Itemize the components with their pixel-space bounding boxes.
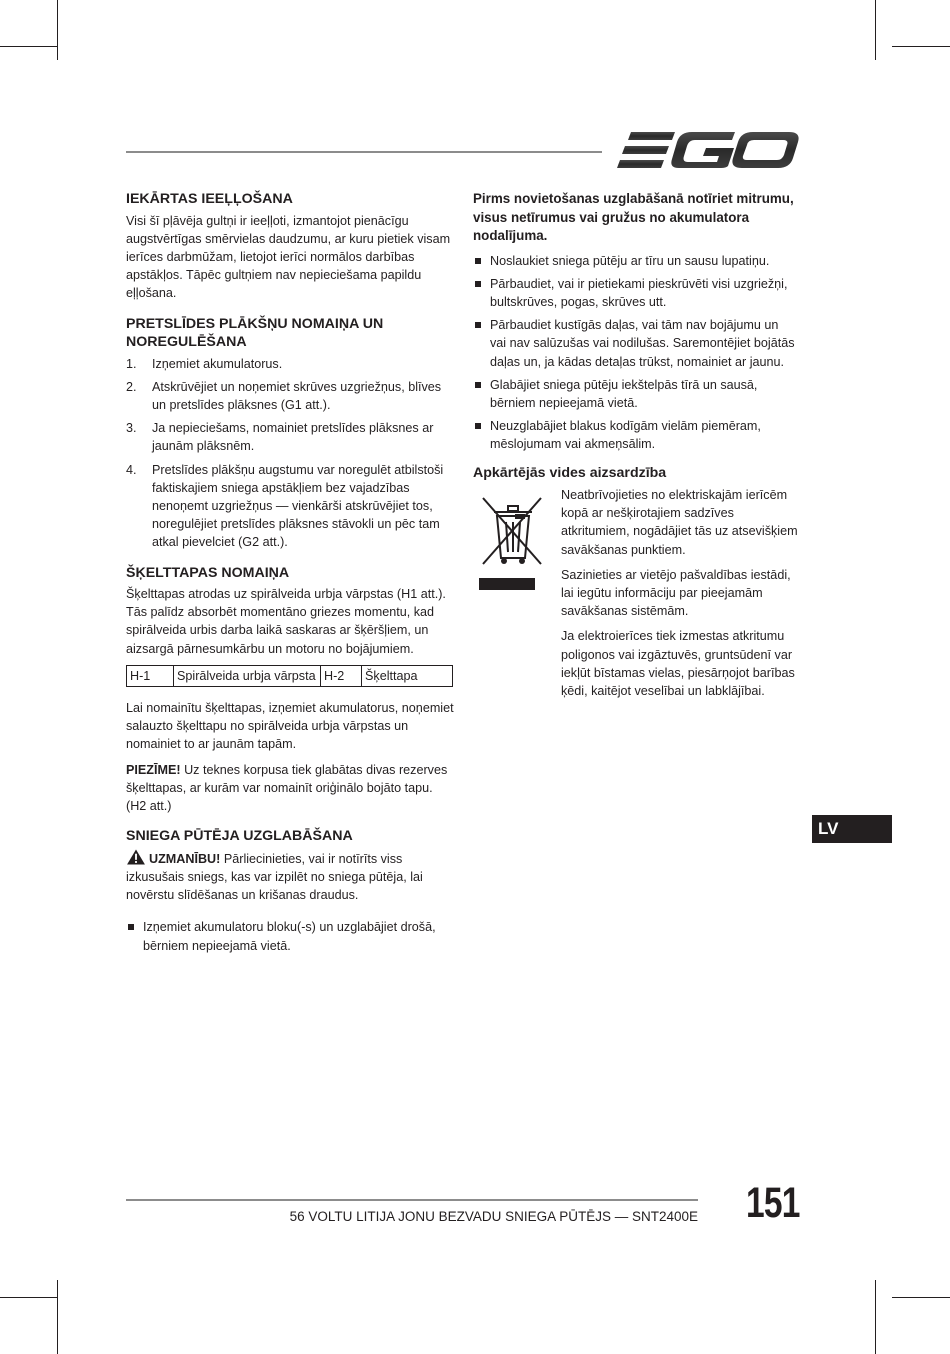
- paragraph: Visi šī pļāvēja gultņi ir ieeļļoti, izmantojot pienācīgu augstvērtīgas smērvielas daudzumu, ar kuru pietiek visam ierīces darbmūžam, lietojot ierīci normālos darbības apstākļos. Tāpēc gultņiem nav nepieciešama papildu eļļošana.: [126, 213, 451, 301]
- square-bullet-icon: [475, 382, 481, 388]
- item-number: 1.: [126, 356, 137, 371]
- section-heading: ŠĶELTTAPAS NOMAIŅA: [126, 564, 290, 581]
- paragraph: Ja elektroierīces tiek izmestas atkritumu poligonos vai izgāztuvēs, gruntsūdenī var iekļūt bīstamas vielas, piesārņojot barības ķēdi, kaitējot veselībai un labklājībai.: [561, 629, 795, 699]
- section-heading: PRETSLĪDES PLĀKŠŅU NOMAIŅA UN NOREGULĒŠANA: [126, 315, 384, 351]
- crop-mark: [875, 0, 876, 60]
- paragraph: Lai nomainītu šķelttapas, izņemiet akumulatorus, noņemiet salauzto šķelttapu no spirālveida urbja vārpstas un nomainiet to ar jaunām tapām.: [126, 701, 454, 752]
- paragraph: Šķelttapas atrodas uz spirālveida urbja vārpstas (H1 att.). Tās palīdz absorbēt momentāno griezes momentu, kad spirālveida urbis darba laikā saskaras ar šķēršļiem, un aizsargā pārnesumkārbu un motoru no bojājumiem.: [126, 587, 446, 656]
- bullet-list: [126, 918, 456, 954]
- crossed-bin-icon: [479, 492, 549, 592]
- item-text: Glabājiet sniega pūtēju iekštelpās tīrā un sausā, bērniem nepieejamā vietā.: [490, 377, 758, 410]
- footer-rule: [126, 1199, 698, 1201]
- list-item: [473, 275, 798, 311]
- item-number: 4.: [126, 462, 137, 477]
- item-text: Izņemiet akumulatorus.: [152, 356, 283, 371]
- note-text: Uz teknes korpusa tiek glabātas divas rezerves šķelttapas, ar kurām var nomainīt oriģinālo bojāto tapu. (H2 att.): [126, 762, 448, 814]
- note-label: PIEZĪME!: [126, 762, 181, 777]
- table-cell: Šķelttapa: [362, 665, 453, 686]
- warning-text: Pārliecinieties, vai ir notīrīts viss izkusušais sniegs, kas var izpilēt no sniega pūtēja, lai novērstu slīdēšanas un krišanas draudus.: [126, 851, 423, 903]
- item-number: 2.: [126, 379, 137, 394]
- page-number: 151: [746, 1179, 800, 1227]
- section-shear-pins: [126, 564, 456, 816]
- item-text: Ja nepieciešams, nomainiet pretslīdes plāksnes ar jaunām plāksnēm.: [152, 421, 434, 454]
- note: [126, 761, 456, 816]
- item-number: 3.: [126, 421, 137, 436]
- crop-mark: [892, 46, 950, 47]
- footer-title: 56 VOLTU LITIJA JONU BEZVADU SNIEGA PŪTĒJS — SNT2400E: [289, 1209, 698, 1224]
- square-bullet-icon: [475, 423, 481, 429]
- list-item: [126, 918, 456, 954]
- list-item: [126, 419, 456, 455]
- list-item: [473, 376, 798, 412]
- square-bullet-icon: [475, 281, 481, 287]
- item-text: Pārbaudiet, vai ir pietiekami pieskrūvēti visi uzgriežņi, bultskrūves, pogas, skrūves utt.: [490, 276, 788, 309]
- section-heading: Apkārtējās vides aizsardzība: [473, 464, 667, 481]
- left-column: [126, 190, 456, 961]
- warning-label: UZMANĪBU!: [149, 851, 221, 866]
- crop-mark: [0, 46, 57, 47]
- ego-logo: [617, 128, 799, 172]
- warning: [126, 849, 456, 905]
- table-cell: Spirālveida urbja vārpsta: [174, 665, 321, 686]
- list-item: [473, 316, 798, 371]
- environment-section: [473, 486, 798, 700]
- item-text: Noslaukiet sniega pūtēju ar tīru un sausu lupatiņu.: [490, 253, 770, 268]
- right-column: [473, 190, 798, 707]
- crop-mark: [875, 1280, 876, 1354]
- list-item: [473, 252, 798, 270]
- square-bullet-icon: [475, 322, 481, 328]
- item-text: Izņemiet akumulatoru bloku(-s) un uzglabājiet drošā, bērniem nepieejamā vietā.: [143, 920, 436, 953]
- section-heading: SNIEGA PŪTĒJA UZGLABĀŠANA: [126, 828, 353, 845]
- language-tab: LV: [812, 815, 892, 843]
- crop-mark: [57, 1280, 58, 1354]
- section-skid-plates: [126, 315, 456, 552]
- section-heading: IEKĀRTAS IEEĻĻOŠANA: [126, 191, 293, 207]
- bullet-list: [473, 252, 798, 454]
- warning-icon: [126, 849, 146, 865]
- paragraph: Neatbrīvojieties no elektriskajām ierīcēm kopā ar nešķirotajiem sadzīves atkritumiem, nogādājiet tās uz atsevišķiem savākšanas punktiem.: [561, 488, 798, 557]
- table-cell: H-1: [127, 665, 174, 686]
- section-storage: [126, 827, 456, 955]
- item-text: Neuzglabājiet blakus kodīgām vielām piemēram, mēslojumam vai akmeņsālim.: [490, 419, 761, 452]
- list-item: [126, 378, 456, 414]
- table-cell: H-2: [321, 665, 362, 686]
- list-item: [473, 417, 798, 453]
- header-rule: [126, 151, 602, 153]
- numbered-list: [126, 355, 456, 552]
- item-text: Pretslīdes plākšņu augstumu var noregulēt atbilstoši faktiskajiem sniega apstākļiem bez vajadzības nenoņemt uzgriežņus — vienkārši atskrūvējiet tos, noregulējiet pretslīdes plāksnes stāvokli un pēc tam atkal pievelciet (G2 att.).: [152, 462, 444, 550]
- storage-intro: Pirms novietošanas uzglabāšanā notīriet mitrumu, visus netīrumus vai gružus no akumulatora nodalījuma.: [473, 191, 794, 243]
- section-lubrication: [126, 190, 456, 303]
- list-item: [126, 355, 456, 373]
- paragraph: Sazinieties ar vietējo pašvaldības iestādi, lai iegūtu informāciju par pieejamām savākšanas sistēmām.: [561, 567, 791, 619]
- item-text: Atskrūvējiet un noņemiet skrūves uzgriežņus, blīves un pretslīdes plāksnes (G1 att.).: [152, 379, 442, 412]
- crop-mark: [892, 1297, 950, 1298]
- crop-mark: [0, 1297, 57, 1298]
- square-bullet-icon: [475, 258, 481, 264]
- square-bullet-icon: [128, 924, 134, 930]
- environment-text: [561, 486, 798, 700]
- list-item: [126, 461, 456, 552]
- parts-table: [126, 665, 453, 687]
- crop-mark: [57, 0, 58, 60]
- item-text: Pārbaudiet kustīgās daļas, vai tām nav bojājumu un vai nav salūzušas vai nodilušas. Saremontējiet bojātās daļas un, ja kādas detaļas trūkst, nomainiet ar jaunu.: [490, 318, 795, 369]
- table-row: [127, 665, 453, 686]
